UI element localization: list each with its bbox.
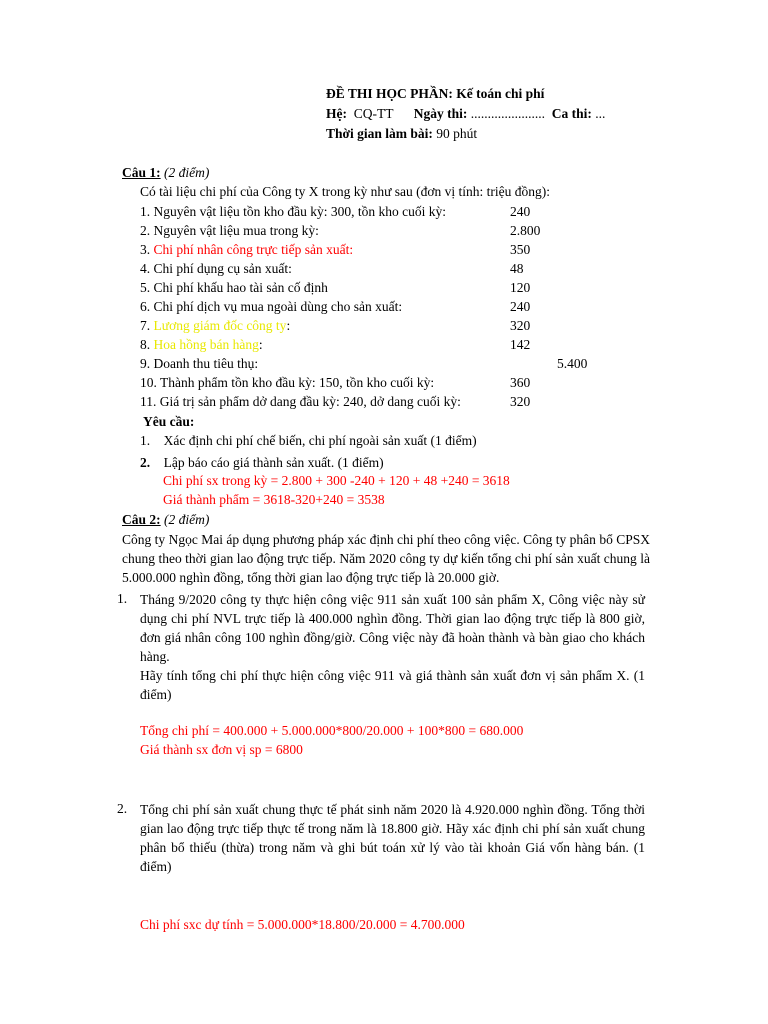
q1-requirement-1	[140, 432, 477, 450]
list-item	[140, 298, 402, 316]
item-value: 240	[510, 299, 531, 314]
item-number: 3.	[140, 242, 151, 257]
item-value: 240	[510, 204, 531, 219]
item-number: 6.	[140, 299, 151, 314]
ngay-thi-value: ......................	[470, 106, 545, 121]
duration-label: Thời gian làm bài:	[326, 126, 433, 141]
item-value: 350	[510, 242, 531, 257]
q2-part-2: Tổng chi phí sản xuất chung thực tế phát sinh năm 2020 là 4.920.000 nghìn đồng. Tổng thời gian lao động trực tiếp thực tế trong năm là 18.800 giờ. Hãy xác định chi phí sản xuất chung phân bổ thiếu (thừa) trong năm và ghi bút toán xử lý vào tài khoản Giá vốn hàng bán. (1 điểm)	[140, 802, 645, 874]
exam-subject: Kế toán chi phí	[456, 86, 545, 101]
q2-answer-3: Chi phí sxc dự tính = 5.000.000*18.800/20.000 = 4.700.000	[140, 917, 465, 932]
he-label: Hệ:	[326, 106, 347, 121]
q2-answer-1: Tổng chi phí = 400.000 + 5.000.000*800/20.000 + 100*800 = 680.000	[140, 723, 524, 738]
item-value: 48	[510, 261, 524, 276]
item-number: 7.	[140, 318, 151, 333]
q1-heading	[122, 164, 209, 182]
item-number: 10.	[140, 375, 157, 390]
q2-part-1-task: Hãy tính tổng chi phí thực hiện công việc 911 và giá thành sản xuất đơn vị sản phẩm X. (1 điểm)	[140, 668, 645, 702]
item-text: Doanh thu tiêu thụ:	[153, 356, 259, 371]
ca-thi-value: ...	[595, 106, 606, 121]
item-text: Nguyên vật liệu tồn kho đầu kỳ: 300, tồn kho cuối kỳ:	[153, 204, 446, 219]
q2-points: (2 điểm)	[164, 512, 210, 527]
q1-requirement-2	[140, 454, 384, 472]
list-item	[140, 260, 292, 278]
q2-heading	[122, 511, 209, 529]
q2-intro: Công ty Ngọc Mai áp dụng phương pháp xác định chi phí theo công việc. Công ty phân bổ CPSX chung theo thời gian lao động trực tiếp. Năm 2020 công ty dự kiến tổng chi phí sản xuất chung là 5.000.000 nghìn đồng, tổng thời gian lao động trực tiếp là 20.000 giờ.	[122, 532, 650, 585]
item-number: 2.	[140, 455, 151, 470]
ca-thi-label: Ca thi:	[551, 106, 592, 121]
exam-duration-line	[326, 125, 477, 143]
item-text: Chi phí khấu hao tài sản cố định	[153, 280, 328, 295]
q2-answer-2: Giá thành sx đơn vị sp = 6800	[140, 742, 303, 757]
item-suffix: :	[286, 318, 291, 333]
item-text: Xác định chi phí chế biến, chi phí ngoài sản xuất (1 điểm)	[163, 433, 477, 448]
item-text: Lương giám đốc công ty	[153, 318, 287, 333]
item-suffix: :	[258, 337, 263, 352]
ngay-thi-label: Ngày thi:	[413, 106, 468, 121]
q2-title: Câu 2:	[122, 512, 161, 527]
item-number: 2.	[117, 801, 128, 816]
item-number: 9.	[140, 356, 151, 371]
exam-meta-line	[326, 105, 605, 123]
item-text: Hoa hồng bán hàng	[153, 337, 259, 352]
list-item	[140, 317, 290, 335]
list-item	[140, 222, 319, 240]
item-text: Chi phí dụng cụ sản xuất:	[153, 261, 292, 276]
item-value: 120	[510, 280, 531, 295]
item-number: 5.	[140, 280, 151, 295]
item-text: Giá trị sản phẩm dở dang đầu kỳ: 240, dở dang cuối kỳ:	[159, 394, 461, 409]
item-value: 5.400	[557, 356, 588, 371]
item-text: Thành phẩm tồn kho đầu kỳ: 150, tồn kho cuối kỳ:	[160, 375, 435, 390]
item-number: 1.	[117, 591, 128, 606]
q1-requirements-title: Yêu cầu:	[143, 414, 195, 429]
q1-answer-1: Chi phí sx trong kỳ = 2.800 + 300 -240 + 120 + 48 +240 = 3618	[163, 473, 510, 488]
q2-part-1: Tháng 9/2020 công ty thực hiện công việc 911 sản xuất 100 sản phẩm X, Công việc này sử dụng chi phí NVL trực tiếp là 400.000 nghìn đồng. Thời gian lao động trực tiếp là 800 giờ, đơn giá nhân công 100 nghìn đồng/giờ. Công việc này đã hoàn thành và bàn giao cho khách hàng.	[140, 592, 645, 664]
item-number: 11.	[140, 394, 157, 409]
q1-title: Câu 1:	[122, 165, 161, 180]
q1-points: (2 điểm)	[164, 165, 210, 180]
list-item	[140, 355, 258, 373]
item-value: 2.800	[510, 223, 541, 238]
item-value: 142	[510, 337, 531, 352]
list-item	[140, 241, 353, 259]
item-value: 320	[510, 318, 531, 333]
he-value: CQ-TT	[353, 106, 394, 121]
list-item	[140, 279, 328, 297]
item-value: 360	[510, 375, 531, 390]
item-number: 1.	[140, 433, 151, 448]
item-text: Nguyên vật liệu mua trong kỳ:	[153, 223, 319, 238]
item-number: 8.	[140, 337, 151, 352]
item-number: 4.	[140, 261, 151, 276]
list-item	[140, 374, 434, 392]
item-number: 1.	[140, 204, 151, 219]
item-number: 2.	[140, 223, 151, 238]
list-item	[140, 393, 461, 411]
list-item	[140, 203, 446, 221]
item-text: Lập báo cáo giá thành sản xuất. (1 điểm)	[163, 455, 384, 470]
exam-title-label: ĐỀ THI HỌC PHẦN:	[326, 86, 453, 101]
exam-title-line	[326, 85, 544, 103]
item-text: Chi phí nhân công trực tiếp sản xuất:	[153, 242, 354, 257]
q1-intro: Có tài liệu chi phí của Công ty X trong kỳ như sau (đơn vị tính: triệu đồng):	[140, 184, 551, 199]
list-item	[140, 336, 263, 354]
item-text: Chi phí dịch vụ mua ngoài dùng cho sản xuất:	[153, 299, 403, 314]
item-value: 320	[510, 394, 531, 409]
duration-value: 90 phút	[436, 126, 478, 141]
q1-answer-2: Giá thành phẩm = 3618-320+240 = 3538	[163, 492, 385, 507]
